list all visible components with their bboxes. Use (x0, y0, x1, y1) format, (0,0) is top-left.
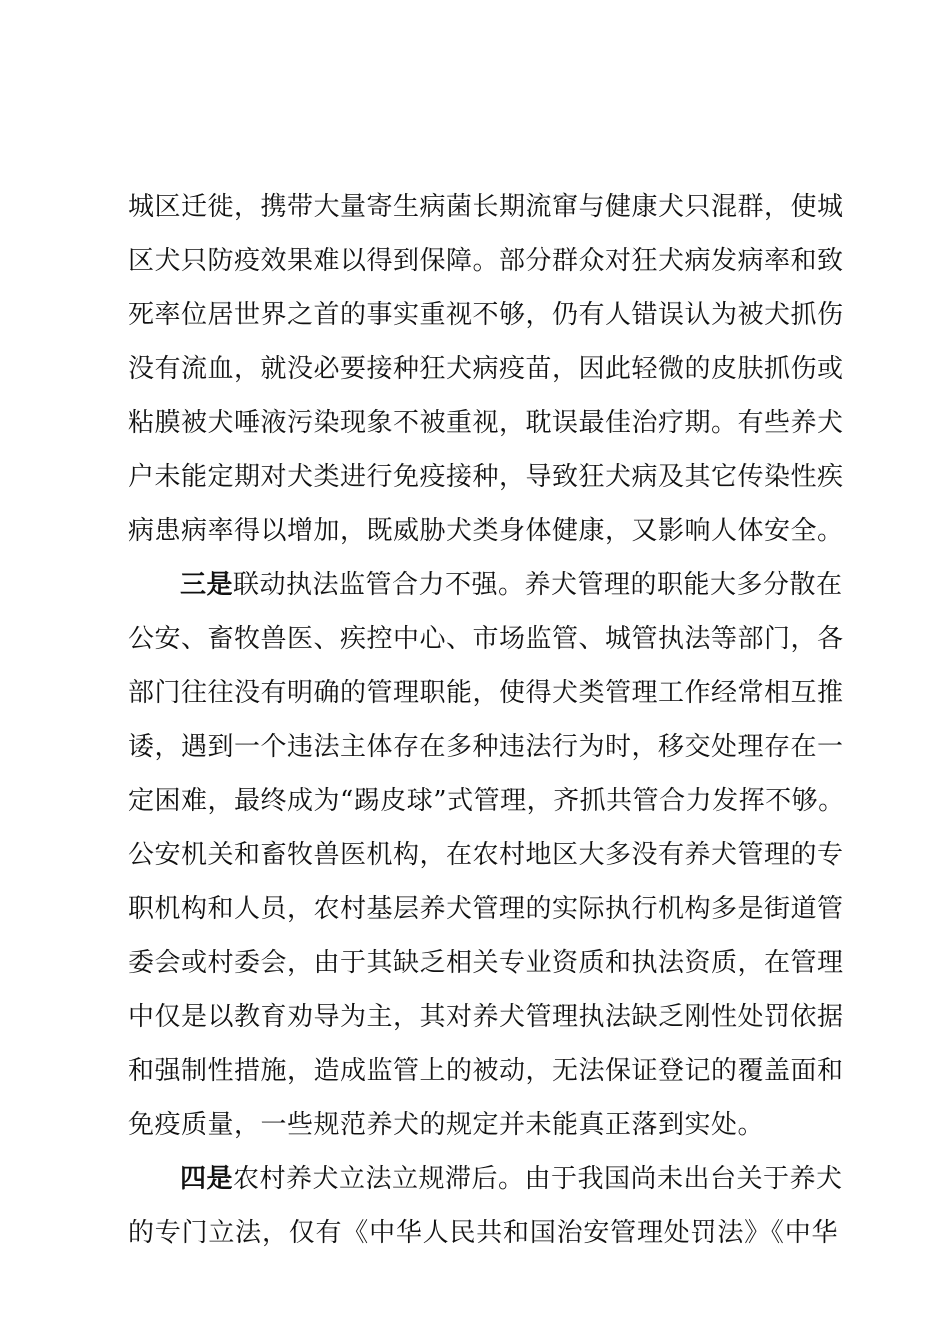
text-line: 免疫质量，一些规范养犬的规定并未能真正落到实处。 (128, 1110, 765, 1140)
text-line: 诿，遇到一个违法主体存在多种违法行为时，移交处理存在一 (128, 732, 844, 762)
text-line: 没有流血，就没必要接种狂犬病疫苗，因此轻微的皮肤抓伤或 (128, 354, 844, 384)
text-line: 区犬只防疫效果难以得到保障。部分群众对狂犬病发病率和致 (128, 246, 844, 276)
paragraph-three-lead: 三是 (180, 570, 234, 600)
body-text (128, 180, 845, 1260)
text-line: 委会或村委会，由于其缺乏相关专业资质和执法资质，在管理 (128, 948, 844, 978)
paragraph-four-lead: 四是 (180, 1164, 234, 1194)
paragraph-three-first-text: 联动执法监管合力不强。养犬管理的职能大多分散在 (233, 570, 843, 600)
paragraph-four-first-line (128, 1152, 843, 1206)
text-line: 病患病率得以增加，既威胁犬类身体健康，又影响人体安全。 (128, 516, 844, 546)
text-line: 定困难，最终成为“踢皮球”式管理，齐抓共管合力发挥不够。 (128, 786, 845, 816)
text-line: 中仅是以教育劝导为主，其对养犬管理执法缺乏刚性处罚依据 (128, 1002, 844, 1032)
paragraph-four-first-text: 农村养犬立法立规滞后。由于我国尚未出台关于养犬 (233, 1164, 843, 1194)
text-line: 粘膜被犬唾液污染现象不被重视，耽误最佳治疗期。有些养犬 (128, 408, 844, 438)
text-line: 城区迁徙，携带大量寄生病菌长期流窜与健康犬只混群，使城 (128, 192, 844, 222)
text-line: 职机构和人员，农村基层养犬管理的实际执行机构多是街道管 (128, 894, 844, 924)
text-line: 的专门立法，仅有《中华人民共和国治安管理处罚法》《中华 (128, 1218, 838, 1248)
text-line: 和强制性措施，造成监管上的被动，无法保证登记的覆盖面和 (128, 1056, 844, 1086)
text-line: 部门往往没有明确的管理职能，使得犬类管理工作经常相互推 (128, 678, 844, 708)
text-line: 户未能定期对犬类进行免疫接种，导致狂犬病及其它传染性疾 (128, 462, 844, 492)
text-line: 公安机关和畜牧兽医机构，在农村地区大多没有养犬管理的专 (128, 840, 844, 870)
text-line: 公安、畜牧兽医、疾控中心、市场监管、城管执法等部门，各 (128, 624, 844, 654)
paragraph-three-first-line (128, 558, 843, 612)
text-line: 死率位居世界之首的事实重视不够，仍有人错误认为被犬抓伤 (128, 300, 844, 330)
